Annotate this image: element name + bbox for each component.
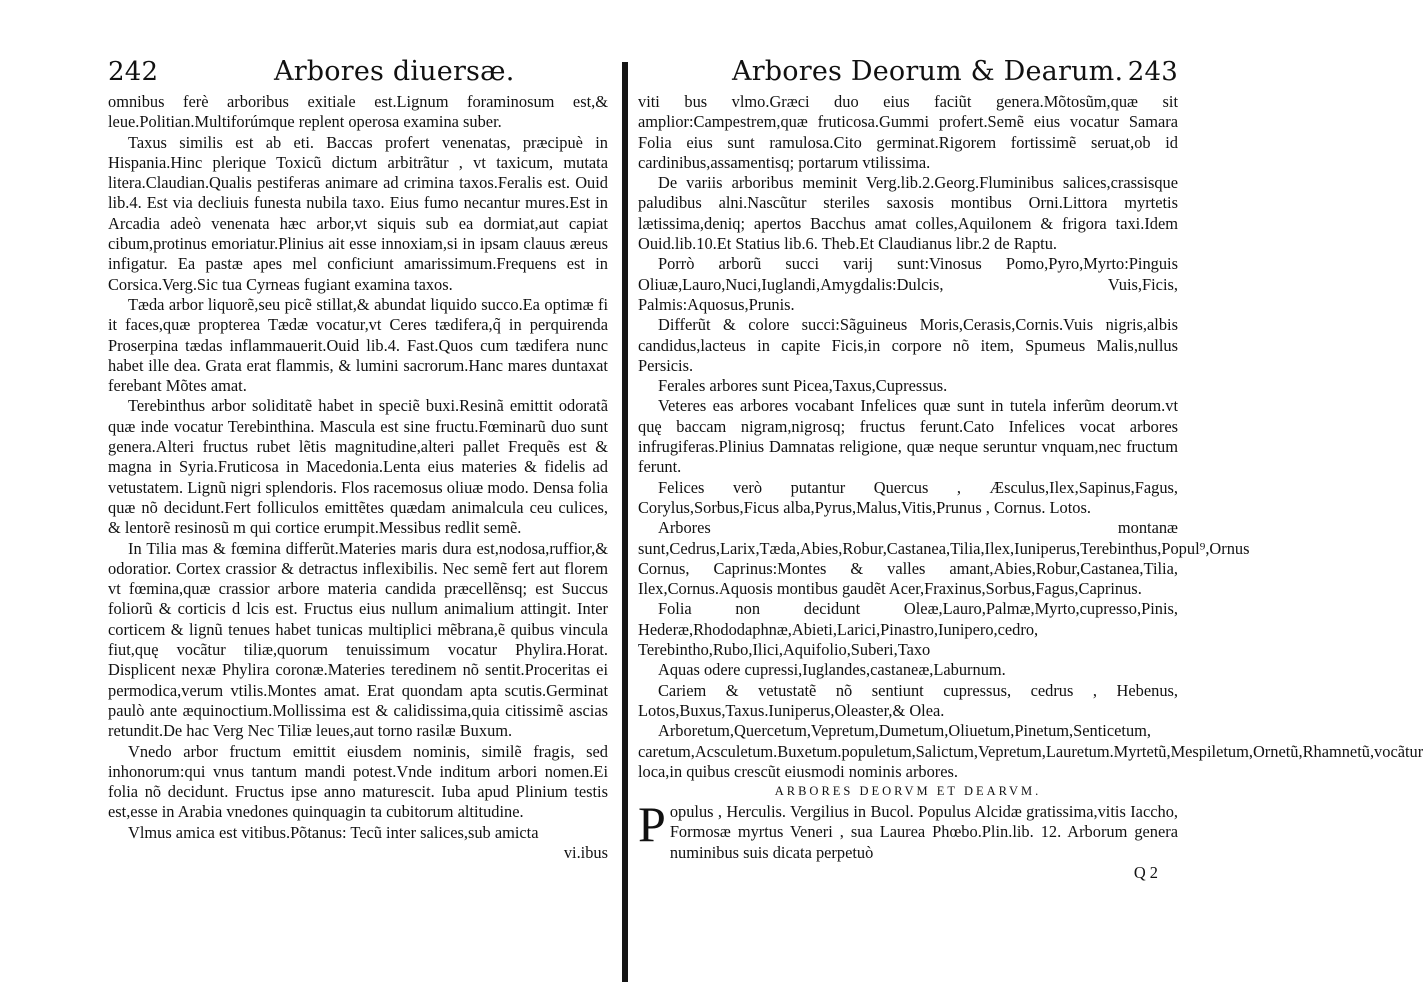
section-heading: ARBORES DEORVM ET DEARVM.: [774, 784, 1042, 799]
left-running-title: Arbores diuersæ.: [274, 56, 515, 87]
paragraph: Arbores montanæ sunt,Cedrus,Larix,Tæda,Abies,Robur,Castanea,Tilia,Ilex,Iuniperus,Terebinthus,Popul⁹,Ornus Cornus, Caprinus:Montes & valles amant,Abies,Robur,Castanea,Tilia, Ilex,Cornus.Aquosis montibus gaudẽt Acer,Fraxinus,Sorbus,Fagus,Caprinus.: [638, 518, 1250, 599]
catchword: Q 2: [1133, 862, 1158, 882]
right-page-header: [638, 52, 1178, 92]
paragraph: Vlmus amica est vitibus.Põtanus: Tecũ inter salices,sub amicta: [128, 822, 539, 842]
paragraph: Folia non decidunt Oleæ,Lauro,Palmæ,Myrto,cupresso,Pinis, Hederæ,Rhododaphnæ,Abieti,Larici,Pinastro,Iunipero,cedro, Terebintho,Rubo,Ilici,Aquifolio,Suberi,Taxo: [638, 599, 1178, 660]
paragraph: Arboretum,Quercetum,Vepretum,Dumetum,Oliuetum,Pinetum,Senticetum, caretum,Acsculetum.Buxetum.populetum,Salictum,Vepretum,Lauretum.Myrtetũ,Mespiletum,Ornetũ,Rhamnetũ,vocãtur loca,in quibus crescũt eiusmodi nominis arbores.: [638, 721, 1423, 781]
paragraph: Differũt & colore succi:Sãguineus Moris,Cerasis,Cornis.Vuis nigris,albis candidus,lacteus in capite Ficis,in corpore nõ item, Spumeus Malis,nullus Persicis.: [638, 315, 1178, 375]
paragraph: omnibus ferè arboribus exitiale est.Lignum foraminosum est,& leue.Politian.Multiforúmque replent operosa examina suber.: [108, 92, 608, 132]
paragraph: Porrò arborũ succi varij sunt:Vinosus Pomo,Pyro,Myrto:Pinguis Oliuæ,Lauro,Nuci,Iuglandi,Amygdalis:Dulcis, Vuis,Ficis, Palmis:Aquosus,Prunis.: [638, 254, 1178, 314]
paragraph: Aquas odere cupressi,Iuglandes,castaneæ,Laburnum.: [658, 660, 1006, 680]
paragraph: Felices verò putantur Quercus , Æsculus,Ilex,Sapinus,Fagus, Corylus,Sorbus,Ficus alba,Pyrus,Malus,Vitis,Prunus , Cornus. Lotos.: [638, 477, 1178, 517]
paragraph: [638, 796, 1178, 863]
right-page-body: [638, 92, 1423, 883]
right-page-number: 243: [1127, 57, 1178, 87]
paragraph: Vnedo arbor fructum emittit eiusdem nominis, similẽ fragis, sed inhonorum:qui vnus tantum mandi potest.Vnde inditum arbori nomen.Ei folia nõ decidunt. Fructus ipse anno maturescit. Iuba apud Plinium testis est,esse in Arabia vnedones quinquagin ta cubitorum altitudine.: [108, 741, 608, 822]
paragraph-text: opulus , Herculis. Vergilius in Bucol. Populus Alcidæ gratissima,vitis Iaccho, Formosæ myrtus Veneri , sua Laurea Phœbo.Plin.lib. 12. Arborum genera numinibus suis dicata perpetuò: [669, 802, 1178, 862]
paragraph: Terebinthus arbor soliditatẽ habet in speciẽ buxi.Resinã emittit odoratã quæ inde vocatur Terebinthina. Mascula est sine fructu.Fœminarũ duo sunt genera.Alteri fructus rubet lẽtis magnitudine,alteri pallet Frequẽs est & magna in Syria.Fruticosa in Macedonia.Lenta eius materies & fidelis ad vetustatem. Lignũ nigri splendoris. Flos racemosus oliuæ modo. Densa folia quæ nõ decidunt.Fert folliculos emittẽtes quædam animalcula ceu culices, & lentorẽ resinosũ m qui cortice erumpit.Messibus redlit semẽ.: [108, 396, 608, 538]
right-running-title: Arbores Deorum & Dearum.: [732, 56, 1124, 87]
drop-cap: P: [638, 796, 666, 853]
paragraph: Cariem & vetustatẽ nõ sentiunt cupressus, cedrus , Hebenus, Lotos,Buxus,Taxus.Iuniperus,Oleaster,& Olea.: [638, 680, 1178, 720]
left-page-number: 242: [108, 57, 159, 87]
left-page-body: [108, 92, 608, 863]
catchword: vi.ibus: [563, 842, 608, 862]
paragraph: Tæda arbor liquorẽ,seu picẽ stillat,& abundat liquido succo.Ea optimæ fi it faces,quæ propterea Tædæ vocatur,vt Ceres tædifera,q̃ in perquirenda Proserpina tædas inflammauerit.Ouid lib.4. Fast.Quos cum tædifera nunc habet ille dea. Grata erat flammis, & lumini sacrorum.Hanc mares duntaxat ferebant Mõtes amat.: [108, 294, 608, 396]
paragraph: Ferales arbores sunt Picea,Taxus,Cupressus.: [658, 376, 948, 396]
book-gutter: [622, 62, 628, 982]
paragraph: Veteres eas arbores vocabant Infelices quæ sunt in tutela inferũm deorum.vt quę baccam nigram,nigrosq; fructus ferunt.Cato Infelices vocat arbores infrugiferas.Plinius Damnatas religione, quæ neque seruntur vnquam,nec fructum ferunt.: [638, 396, 1178, 477]
paragraph: In Tilia mas & fœmina differũt.Materies maris dura est,nodosa,ruffior,& odoratior. Cortex crassior & detractus inflexibilis. Nec semẽ fert aut florem vt fœmina,quæ crassior arbore materia candida præcellẽnsq; est Succus foliorũ & corticis d lcis est. Fructus eius nullum animalium attingit. Inter corticem & lignũ tenues habet tunicas multiplici mẽbrana,ẽ quibus vincula fiut,quę vocãtur tiliæ,quorum tenuissimum vocatur Phylira.Horat. Displicent nexæ Phylira coronæ.Materies teredinem nõ sentit.Proceritas ei permodica,verum vtilis.Montes amat. Erat quondam apta scutis.Germinat paulò ante æquinoctium.Mollissima est & calidissima,quia citissimẽ ascias retundit.De hac Verg Nec Tiliæ leues,aut torno rasilæ Buxum.: [108, 538, 608, 741]
left-page-header: [108, 52, 608, 92]
right-page: [638, 52, 1423, 1000]
paragraph: De variis arboribus meminit Verg.lib.2.Georg.Fluminibus salices,crassisque paludibus alni.Nascũtur steriles saxosis montibus Orni.Littora myrtetis lætissima,deniq; apertos Bacchus amat colles,Aquilonem & frigora taxi.Idem Ouid.lib.10.Et Statius lib.6. Theb.Et Claudianus libr.2 de Raptu.: [638, 173, 1178, 254]
paragraph: viti bus vlmo.Græci duo eius faciũt genera.Mõtosũm,quæ sit amplior:Campestrem,quæ fruticosa.Gummi profert.Semẽ eius vocatur Samara Folia eius sunt ramulosa.Cito germinat.Rigorem fortissimẽ seruat,ob id cardinibus,assamentisq; portarum vtilissima.: [638, 92, 1178, 172]
paragraph: Taxus similis est ab eti. Baccas profert venenatas, præcipuè in Hispania.Hinc plerique Toxicũ dictum arbitrãtur , vt taxicum, mutata litera.Claudian.Qualis pestiferas animare ad crimina taxos.Feralis est. Ouid lib.4. Est via decliuis funesta nubila taxo. Eius fumo necantur mures.Est in Arcadia adeò venenata hæc arbor,vt siquis sub ea dormiat,aut capiat cibum,protinus emoriatur.Plinius ait esse innoxiam,si in ipsam clauus æreus infigatur. Ea pastæ apes mel conficiunt amarissimum.Frequens est in Corsica.Verg.Sic tua Cyrneas fugiant examina taxos.: [108, 132, 608, 294]
left-page: [108, 52, 608, 1000]
